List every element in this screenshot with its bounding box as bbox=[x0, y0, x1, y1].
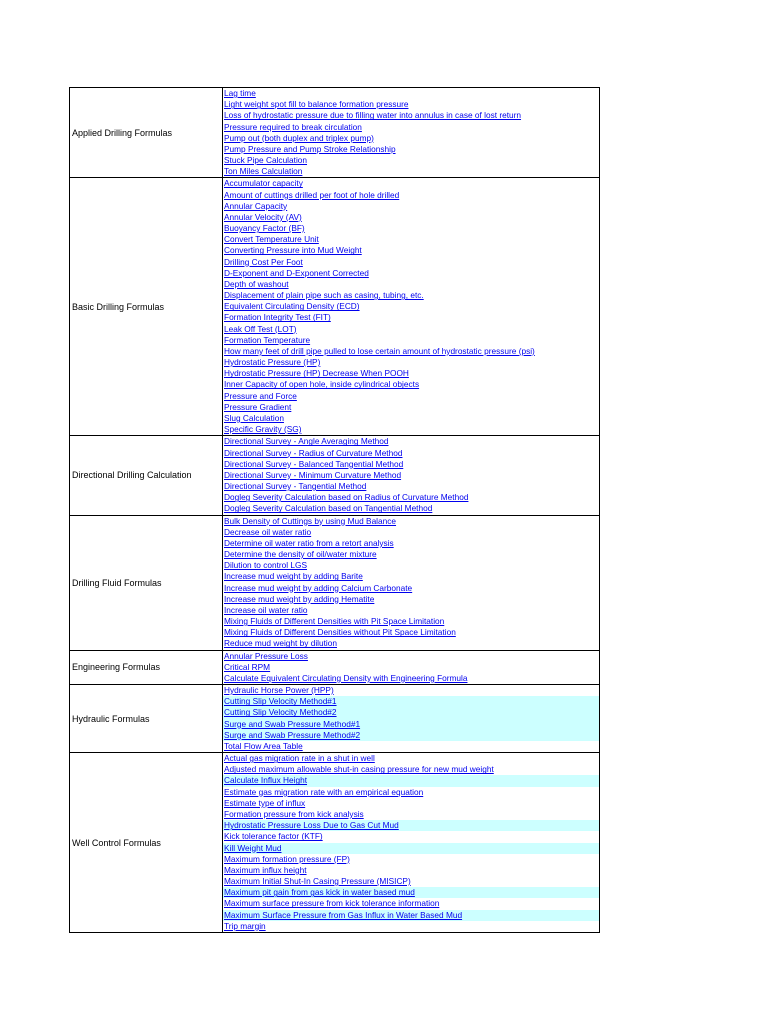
category-label: Well Control Formulas bbox=[70, 753, 223, 933]
formula-link[interactable]: Hydrostatic Pressure Loss Due to Gas Cut Mud bbox=[223, 820, 599, 831]
formula-link-list bbox=[223, 753, 600, 933]
category-label: Directional Drilling Calculation bbox=[70, 436, 223, 515]
formula-link[interactable]: Pressure and Force bbox=[224, 390, 297, 401]
formula-link[interactable]: Cutting Slip Velocity Method#1 bbox=[223, 696, 599, 707]
formula-link[interactable]: Maximum Initial Shut-In Casing Pressure (MISICP) bbox=[224, 876, 411, 887]
category-row bbox=[70, 685, 600, 753]
formula-link[interactable]: Annular Pressure Loss bbox=[224, 650, 308, 661]
formula-link[interactable]: Accumulator capacity bbox=[224, 178, 303, 189]
formula-link[interactable]: Stuck Pipe Calculation bbox=[224, 155, 308, 166]
formula-link[interactable]: Kick tolerance factor (KTF) bbox=[224, 831, 323, 842]
formula-link[interactable]: Loss of hydrostatic pressure due to filling water into annulus in case of lost return bbox=[224, 110, 522, 121]
formula-index-table bbox=[69, 87, 600, 933]
formula-link[interactable]: Pressure Gradient bbox=[224, 401, 292, 412]
formula-link-list bbox=[223, 178, 600, 436]
formula-link-list bbox=[223, 650, 600, 685]
formula-link[interactable]: Estimate gas migration rate with an empirical equation bbox=[224, 786, 424, 797]
formula-link[interactable]: Bulk Density of Cuttings by using Mud Balance bbox=[224, 515, 397, 526]
formula-link[interactable]: Displacement of plain pipe such as casing, tubing, etc. bbox=[224, 290, 424, 301]
formula-link[interactable]: Calculate Equivalent Circulating Density with Engineering Formula bbox=[224, 672, 468, 683]
formula-link[interactable]: Kill Weight Mud bbox=[223, 843, 599, 854]
formula-link[interactable]: Increase oil water ratio bbox=[224, 604, 308, 615]
formula-link[interactable]: Increase mud weight by adding Hematite bbox=[224, 593, 375, 604]
formula-link[interactable]: Hydraulic Horse Power (HPP) bbox=[224, 685, 334, 696]
formula-link[interactable]: Converting Pressure into Mud Weight bbox=[224, 245, 362, 256]
formula-link[interactable]: Slug Calculation bbox=[224, 412, 284, 423]
formula-link[interactable]: Depth of washout bbox=[224, 278, 289, 289]
category-row bbox=[70, 650, 600, 685]
formula-link[interactable]: Drilling Cost Per Foot bbox=[224, 256, 303, 267]
category-row bbox=[70, 515, 600, 650]
formula-link[interactable]: Maximum influx height bbox=[224, 864, 307, 875]
formula-link[interactable]: Hydrostatic Pressure (HP) Decrease When POOH bbox=[224, 368, 409, 379]
formula-link[interactable]: Dilution to control LGS bbox=[224, 560, 308, 571]
category-label: Basic Drilling Formulas bbox=[70, 178, 223, 436]
category-label: Hydraulic Formulas bbox=[70, 685, 223, 753]
formula-link[interactable]: Dogleg Severity Calculation based on Tangential Method bbox=[224, 503, 433, 514]
formula-link[interactable]: Maximum surface pressure from kick tolerance information bbox=[224, 898, 440, 909]
formula-link[interactable]: Formation pressure from kick analysis bbox=[224, 809, 364, 819]
category-row bbox=[70, 178, 600, 436]
category-label: Applied Drilling Formulas bbox=[70, 88, 223, 178]
formula-link[interactable]: Actual gas migration rate in a shut in well bbox=[224, 753, 375, 764]
formula-link[interactable]: Formation Temperature bbox=[224, 334, 311, 345]
formula-link[interactable]: Directional Survey - Minimum Curvature Method bbox=[224, 469, 402, 480]
formula-link[interactable]: Mixing Fluids of Different Densities without Pit Space Limitation bbox=[224, 627, 456, 638]
formula-link[interactable]: Pressure required to break circulation bbox=[224, 121, 362, 132]
formula-link[interactable]: Buoyancy Factor (BF) bbox=[224, 223, 305, 234]
formula-link[interactable]: Light weight spot fill to balance formation pressure bbox=[224, 99, 409, 110]
formula-link[interactable]: Cutting Slip Velocity Method#2 bbox=[223, 707, 599, 718]
formula-link[interactable]: Inner Capacity of open hole, inside cylindrical objects bbox=[224, 379, 420, 390]
formula-link[interactable]: Pump Pressure and Pump Stroke Relationship bbox=[224, 143, 396, 154]
formula-link[interactable]: Surge and Swab Pressure Method#1 bbox=[223, 719, 599, 730]
formula-link[interactable]: Determine oil water ratio from a retort analysis bbox=[224, 537, 394, 548]
formula-link[interactable]: Directional Survey - Balanced Tangential Method bbox=[224, 458, 404, 469]
formula-link[interactable]: How many feet of drill pipe pulled to lose certain amount of hydrostatic pressure (psi) bbox=[224, 345, 535, 356]
formula-link[interactable]: Total Flow Area Table bbox=[224, 740, 303, 751]
formula-link-list bbox=[223, 685, 600, 753]
category-row bbox=[70, 436, 600, 515]
formula-link[interactable]: Critical RPM bbox=[224, 661, 271, 672]
category-label: Drilling Fluid Formulas bbox=[70, 515, 223, 650]
formula-link[interactable]: Amount of cuttings drilled per foot of hole drilled bbox=[224, 189, 400, 200]
formula-link[interactable]: Determine the density of oil/water mixture bbox=[224, 549, 377, 560]
formula-link[interactable]: Mixing Fluids of Different Densities with Pit Space Limitation bbox=[224, 616, 445, 627]
formula-link[interactable]: Leak Off Test (LOT) bbox=[224, 323, 297, 334]
formula-link[interactable]: Annular Velocity (AV) bbox=[224, 211, 302, 222]
formula-link[interactable]: Hydrostatic Pressure (HP) bbox=[224, 357, 321, 368]
formula-link-list bbox=[223, 88, 600, 178]
formula-link[interactable]: Convert Temperature Unit bbox=[224, 234, 319, 245]
formula-link[interactable]: Dogleg Severity Calculation based on Radius of Curvature Method bbox=[224, 492, 469, 503]
category-row bbox=[70, 753, 600, 933]
formula-link[interactable]: Reduce mud weight by dilution bbox=[224, 638, 337, 649]
formula-link[interactable]: Adjusted maximum allowable shut-in casing pressure for new mud weight bbox=[224, 764, 494, 775]
formula-link[interactable]: Directional Survey - Angle Averaging Method bbox=[224, 436, 389, 447]
formula-link[interactable]: Increase mud weight by adding Barite bbox=[224, 571, 363, 582]
formula-link[interactable]: Directional Survey - Tangential Method bbox=[224, 481, 367, 492]
formula-link-list bbox=[223, 436, 600, 515]
category-row bbox=[70, 88, 600, 178]
formula-link[interactable]: Decrease oil water ratio bbox=[224, 526, 312, 537]
formula-link[interactable]: Maximum pit gain from gas kick in water based mud bbox=[223, 887, 599, 898]
formula-link[interactable]: Formation Integrity Test (FIT) bbox=[224, 312, 331, 323]
formula-link-list bbox=[223, 515, 600, 650]
formula-link[interactable]: Lag time bbox=[224, 88, 256, 98]
formula-link[interactable]: Trip margin bbox=[224, 920, 266, 931]
formula-index-body bbox=[70, 88, 600, 933]
formula-link[interactable]: Annular Capacity bbox=[224, 200, 288, 211]
category-label: Engineering Formulas bbox=[70, 650, 223, 685]
formula-link[interactable]: Calculate Influx Height bbox=[223, 775, 599, 786]
formula-link[interactable]: Directional Survey - Radius of Curvature Method bbox=[224, 447, 403, 458]
formula-link[interactable]: Pump out (both duplex and triplex pump) bbox=[224, 132, 374, 143]
formula-link[interactable]: Equivalent Circulating Density (ECD) bbox=[224, 301, 360, 312]
formula-link[interactable]: Surge and Swab Pressure Method#2 bbox=[223, 730, 599, 741]
formula-link[interactable]: Maximum Surface Pressure from Gas Influx in Water Based Mud bbox=[223, 910, 599, 921]
formula-link[interactable]: Specific Gravity (SG) bbox=[224, 424, 302, 435]
formula-link[interactable]: Ton Miles Calculation bbox=[224, 166, 303, 177]
formula-link[interactable]: Estimate type of influx bbox=[224, 797, 306, 808]
formula-link[interactable]: D-Exponent and D-Exponent Corrected bbox=[224, 267, 369, 278]
formula-link[interactable]: Maximum formation pressure (FP) bbox=[224, 853, 350, 864]
formula-link[interactable]: Increase mud weight by adding Calcium Carbonate bbox=[224, 582, 413, 593]
